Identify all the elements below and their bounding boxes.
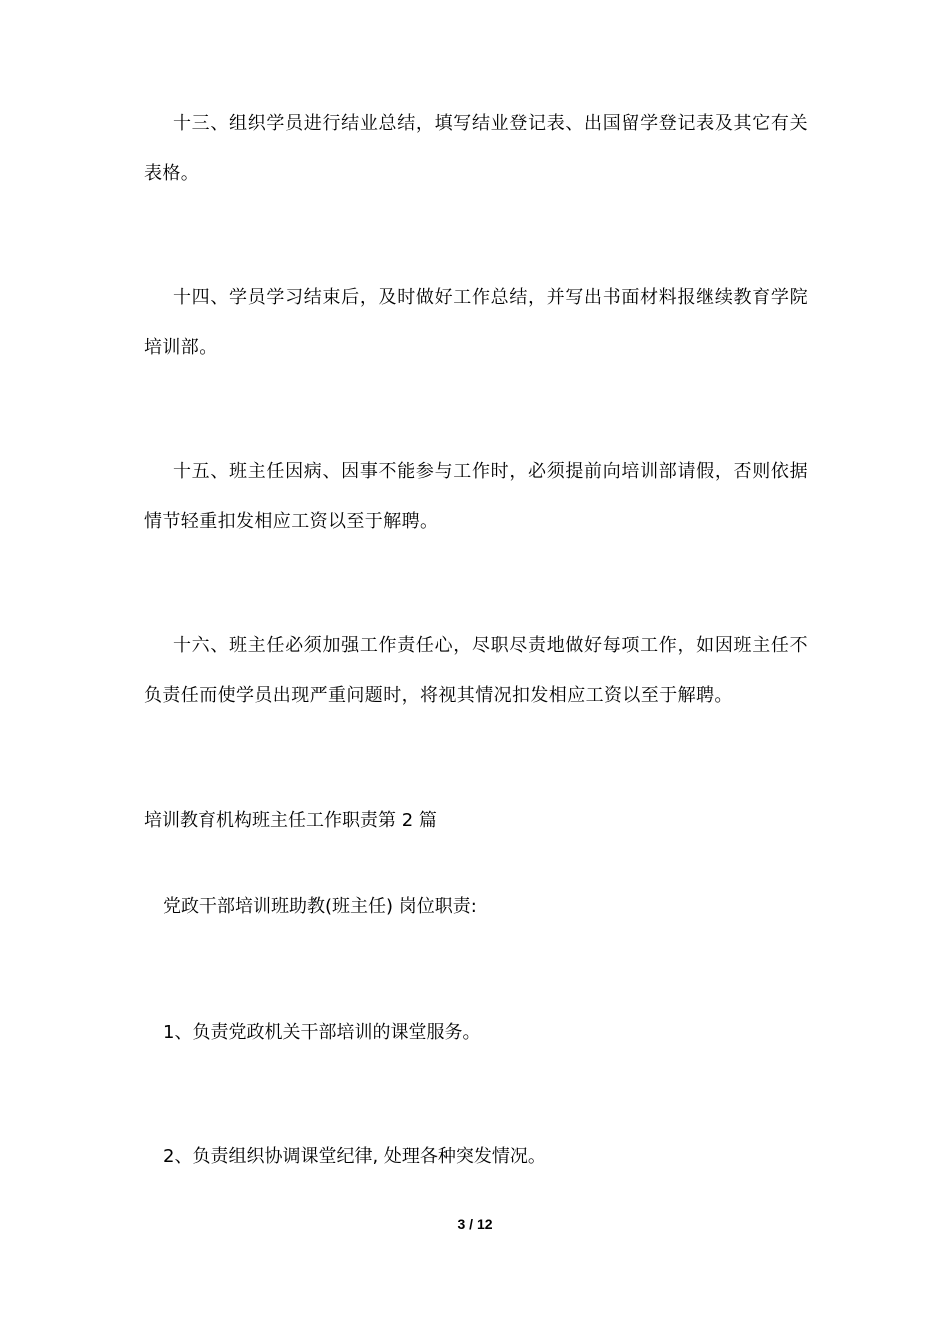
- section-heading: 培训教育机构班主任工作职责第 2 篇: [144, 810, 437, 831]
- paragraph-15: 十五、班主任因病、因事不能参与工作时，必须提前向培训部请假，否则依据情节轻重扣发相应工资以至于解聘。: [144, 461, 808, 532]
- section-subtitle: 党政干部培训班助教(班主任) 岗位职责:: [163, 896, 477, 917]
- page-number: 3 / 12: [457, 1216, 493, 1232]
- list-item: 2、负责组织协调课堂纪律, 处理各种突发情况。: [163, 1146, 546, 1167]
- paragraph-16: 十六、班主任必须加强工作责任心，尽职尽责地做好每项工作，如因班主任不负责任而使学员出现严重问题时，将视其情况扣发相应工资以至于解聘。: [144, 635, 808, 706]
- list-item: 1、负责党政机关干部培训的课堂服务。: [163, 1022, 481, 1043]
- paragraph-13: 十三、组织学员进行结业总结，填写结业登记表、出国留学登记表及其它有关表格。: [144, 113, 808, 184]
- paragraph-14: 十四、学员学习结束后，及时做好工作总结，并写出书面材料报继续教育学院培训部。: [144, 287, 808, 358]
